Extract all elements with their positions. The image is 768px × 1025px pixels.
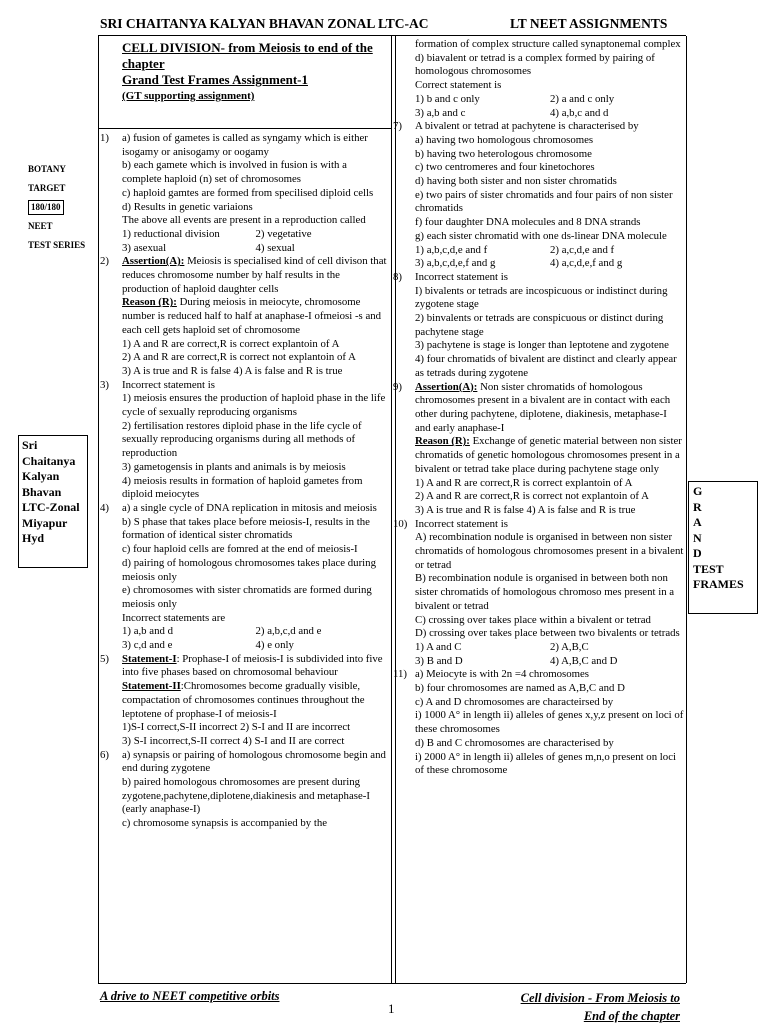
option: 2) A,B,C (550, 640, 589, 653)
reason-label: Reason (R): (122, 296, 177, 309)
options-row (415, 93, 685, 107)
gt-letter: R (693, 499, 702, 514)
statement-text: :Chromosomes become gradually visible, compactation of chromosomes continues throughout the leptotene of prophase-I of meiosis-I (122, 680, 365, 720)
question-line: d) Results in genetic variaions (122, 200, 253, 213)
title-rule (98, 128, 391, 129)
assertion-text: Meiosis is specialised kind of cell divison that reduces chromosome number by half results in the production of haploid daughter cells (122, 255, 387, 295)
institute-line: Chaitanya (22, 453, 76, 468)
footer-rule (98, 983, 686, 984)
question-line: 1) A and R are correct,R is correct explantoin of A (415, 476, 633, 489)
options-row (415, 107, 685, 121)
question (393, 271, 685, 381)
question-line: 3) gametogensis in plants and animals is by meiosis (122, 460, 346, 473)
question-number: 10) (393, 517, 408, 530)
question-line: e) chromosomes with sister chromatids are formed during meiosis only (122, 584, 372, 610)
option: 4) sexual (255, 241, 295, 254)
header-title-left: SRI CHAITANYA KALYAN BHAVAN ZONAL LTC-AC (100, 16, 429, 31)
option: 3) a,b,c,d,e,f and g (415, 257, 496, 270)
footer-chapter-line2: End of the chapter (583, 1009, 680, 1023)
reason-text: During meiosis in meiocyte, chromosome number is reduced half to half at anaphase-I ofmeiosi -s and each cell gets haploid set of chromosome (122, 296, 382, 336)
question-line: e) two pairs of sister chromatids and four pairs of non sister chromatids (415, 188, 673, 215)
questions-left-column (100, 132, 389, 831)
header-title-right: LT NEET ASSIGNMENTS (510, 16, 668, 31)
target-box (28, 160, 85, 255)
neet-label: NEET (28, 221, 53, 231)
question-line: c) two centromeres and four kinetochores (415, 161, 595, 174)
question-line: 4) meiosis results in formation of haploid gametes from diploid meiocytes (122, 474, 363, 501)
option: 1) a,b and d (122, 625, 173, 638)
institute-line: Sri (22, 438, 38, 452)
question-line: c) haploid gamtes are formed from specilised diploid cells (122, 186, 374, 199)
question-line: 2) fertilisation restores diploid phase in the life cycle of sexually reproducing organisms during all methods of reproduction (122, 419, 362, 460)
question-line: 2) A and R are correct,R is correct not explantoin of A (415, 490, 649, 503)
question-line: a) having two homologous chromosomes (415, 133, 594, 146)
question-number: 11) (393, 668, 407, 681)
question (100, 749, 389, 831)
question-line: d) B and C chromosomes are characterised by (415, 736, 614, 749)
question-line: 3) A is true and R is false 4) A is false and R is true (415, 503, 636, 516)
question-line: 2) A and R are correct,R is correct not explantoin of A (122, 351, 356, 364)
assertion-label: Assertion(A): (415, 380, 478, 393)
institute-line: Miyapur (22, 515, 68, 530)
assignment-title: Grand Test Frames Assignment-1 (122, 72, 308, 87)
score-label: 180/180 (28, 200, 64, 215)
assertion-text: Non sister chromatids of homologous chromosomes present in a bivalent are in contact with each other during pachytene, diplotene, diakinesis, metaphase-I and early anaphase-I (415, 380, 671, 434)
question (100, 379, 389, 502)
statement-label: Statement-I (122, 652, 177, 665)
question (393, 668, 685, 778)
options-row (122, 242, 389, 256)
question-line: b) paired homologous chromosomes are present during zygotene,pachytene,diplotene,diakinesis and metaphase-I (early anaphase-I) (122, 776, 370, 816)
question-number: 5) (100, 652, 109, 665)
question-line: 3) pachytene is stage is longer than leptotene and zygotene (415, 339, 669, 352)
option: 2) a and c only (550, 92, 615, 105)
option: 4) A,B,C and D (550, 654, 618, 667)
institute-line: LTC-Zonal (22, 500, 80, 514)
question-line: b) having two heterologous chromosome (415, 147, 592, 160)
gt-word: FRAMES (693, 577, 744, 591)
question-line: 3) A is true and R is false 4) A is false and R is true (122, 364, 343, 377)
question-number: 4) (100, 501, 109, 514)
option: 3) asexual (122, 241, 167, 254)
option: 3) B and D (415, 654, 463, 667)
chapter-title: CELL DIVISION- from Meiosis to end of the chapter (122, 40, 373, 71)
options-row (122, 228, 389, 242)
question-line: a) synapsis or pairing of homologous chromosome begin and end during zygotene (122, 748, 386, 775)
footer-chapter-line1: Cell division - From Meiosis to (520, 991, 680, 1005)
question-number: 9) (393, 380, 402, 393)
question (100, 653, 389, 749)
question-line: The above all events are present in a reproduction called (122, 214, 366, 227)
gt-letter: N (693, 530, 702, 545)
header-rule (98, 35, 686, 36)
option: 1) A and C (415, 640, 462, 653)
question (100, 255, 389, 378)
question-line: D) crossing over takes place between two bivalents or tetrads (415, 627, 680, 640)
question-line: 2) binvalents or tetrads are conspicuous or distinct during pachytene stage (415, 312, 664, 338)
institute-line: Hyd (22, 531, 45, 545)
question-line: d) having both sister and non sister chromatids (415, 175, 617, 188)
title-block (122, 40, 390, 104)
gt-word: TEST (693, 561, 724, 576)
question-number: 6) (100, 748, 109, 761)
question-number: 1) (100, 132, 109, 144)
question-line: i) 2000 A° in length ii) alleles of genes m,n,o present on loci of these chromosome (415, 750, 676, 777)
option: 2) a,c,d,e and f (550, 243, 615, 256)
question-line: Incorrect statement is (415, 517, 508, 530)
options-row (415, 655, 685, 669)
assertion (122, 255, 389, 296)
statement-label: Statement-II (122, 680, 181, 693)
question-line: 1) meiosis ensures the production of haploid phase in the life cycle of sexually reproducing organisms (122, 392, 386, 419)
option: 3) a,b and c (415, 106, 466, 119)
question-line: Incorrect statements are (122, 611, 226, 624)
footer-tagline: A drive to NEET competitive orbits (100, 989, 280, 1003)
options-row (122, 639, 389, 653)
options-row (122, 625, 389, 639)
question-line: g) each sister chromatid with one ds-linear DNA molecule (415, 229, 667, 242)
gt-letter: D (693, 546, 702, 560)
question-line: C) crossing over takes place within a bivalent or tetrad (415, 613, 651, 626)
question-number: 2) (100, 255, 109, 268)
question-line: a) a single cycle of DNA replication in mitosis and meiosis (122, 501, 377, 514)
column-divider (391, 36, 392, 983)
target-label: TARGET (28, 183, 66, 193)
statement-2 (122, 680, 389, 721)
institute-box (18, 435, 88, 568)
institute-line: Kalyan (22, 469, 60, 483)
question (100, 132, 389, 255)
options-row (415, 257, 685, 271)
reason (122, 296, 389, 337)
reason (415, 435, 685, 476)
question-line: c) A and D chromosomes are characteirsed by (415, 695, 614, 708)
test-series-label: TEST SERIES (28, 240, 86, 250)
question-line: i) 1000 A° in length ii) alleles of genes x,y,z present on loci of these chromosomes (415, 709, 684, 736)
question-line: A bivalent or tetrad at pachytene is characterised by (415, 120, 639, 133)
question (393, 38, 685, 120)
question (393, 381, 685, 518)
question-line: d) biavalent or tetrad is a complex formed by pairing of homologous chromosomes (415, 51, 655, 78)
frame-left-border (98, 36, 99, 983)
institute-line: Bhavan (22, 484, 62, 499)
option: 1) a,b,c,d,e and f (415, 243, 488, 256)
footer-chapter (488, 989, 680, 1025)
question-line: b) four chromosomes are named as A,B,C and D (415, 682, 625, 695)
question-line: 3) S-I incorrect,S-II correct 4) S-I and II are correct (122, 734, 345, 747)
gt-letter: A (693, 515, 702, 529)
question-line: formation of complex structure called synaptonemal complex (415, 38, 681, 50)
question-line: 4) four chromatids of bivalent are distinct and clearly appear as tetrads during zygotene (415, 353, 677, 379)
statement-1 (122, 653, 389, 680)
question-number: 8) (393, 270, 402, 283)
reason-label: Reason (R): (415, 435, 470, 448)
page-number: 1 (388, 1001, 395, 1016)
gt-letter: G (693, 484, 703, 498)
option: 1) reductional division (122, 227, 220, 240)
option: 4) a,b,c and d (550, 106, 609, 119)
question-line: a) fusion of gametes is called as syngamy which is either isogamy or anisogamy or oogamy (122, 132, 368, 158)
option: 2) vegetative (255, 227, 312, 240)
question-line: B) recombination nodule is organised in between both non sister chromatids of homologous chromoso mes present in a bivalent or tetrad (415, 572, 675, 612)
frame-right-border (686, 36, 687, 983)
question-line: f) four daughter DNA molecules and 8 DNA strands (415, 216, 641, 229)
question-line: Correct statement is (415, 79, 502, 92)
option: 1) b and c only (415, 92, 480, 105)
question (393, 120, 685, 271)
question-line: Incorrect statement is (122, 378, 215, 391)
question-line: Incorrect statement is (415, 270, 508, 283)
option: 4) e only (255, 639, 294, 652)
question-line: a) Meiocyte is with 2n =4 chromosomes (415, 668, 590, 681)
question-line: 1)S-I correct,S-II incorrect 2) S-I and II are incorrect (122, 721, 351, 734)
question-line: c) four haploid cells are fomred at the end of meiosis-I (122, 543, 358, 556)
question-line: b) S phase that takes place before meiosis-I, results in the formation of identical sister chromatids (122, 515, 370, 542)
question-number: 7) (393, 120, 402, 133)
options-row (415, 244, 685, 258)
question-line: I) bivalents or tetrads are incospicuous or indistinct during zygotene stage (415, 284, 668, 311)
assignment-subtitle: (GT supporting assignment) (122, 90, 255, 102)
assertion-label: Assertion(A): (122, 255, 185, 268)
question-line: c) chromosome synapsis is accompanied by the (122, 817, 328, 830)
options-row (415, 641, 685, 655)
botany-label: BOTANY (28, 164, 66, 174)
option: 2) a,b,c,d and e (255, 625, 322, 638)
statement-text: : Prophase-I of meiosis-I is subdivided into five into five phases based on chromosomal behaviour (122, 652, 383, 679)
question (100, 502, 389, 653)
questions-right-column (393, 38, 685, 778)
question (393, 518, 685, 669)
grand-test-frames-box (688, 481, 758, 614)
reason-text: Exchange of genetic material between non sister chromatids of genetic homologous chromosomes present in a bivalent or tetrad take place during pachytene stage only (415, 435, 682, 475)
option: 4) a,c,d,e,f and g (550, 257, 623, 270)
question-number: 3) (100, 378, 109, 391)
question-line: b) each gamete which is involved in fusion is with a complete haploid (n) set of chromosomes (122, 159, 347, 186)
question-line: 1) A and R are correct,R is correct explantoin of A (122, 337, 340, 350)
option: 3) c,d and e (122, 639, 173, 652)
question-line: d) pairing of homologous chromosomes takes place during meiosis only (122, 556, 376, 583)
assertion (415, 381, 685, 436)
question-line: A) recombination nodule is organised in between non sister chromatids of homologous chromosomes present in a bivalent or tetrad (415, 531, 684, 571)
